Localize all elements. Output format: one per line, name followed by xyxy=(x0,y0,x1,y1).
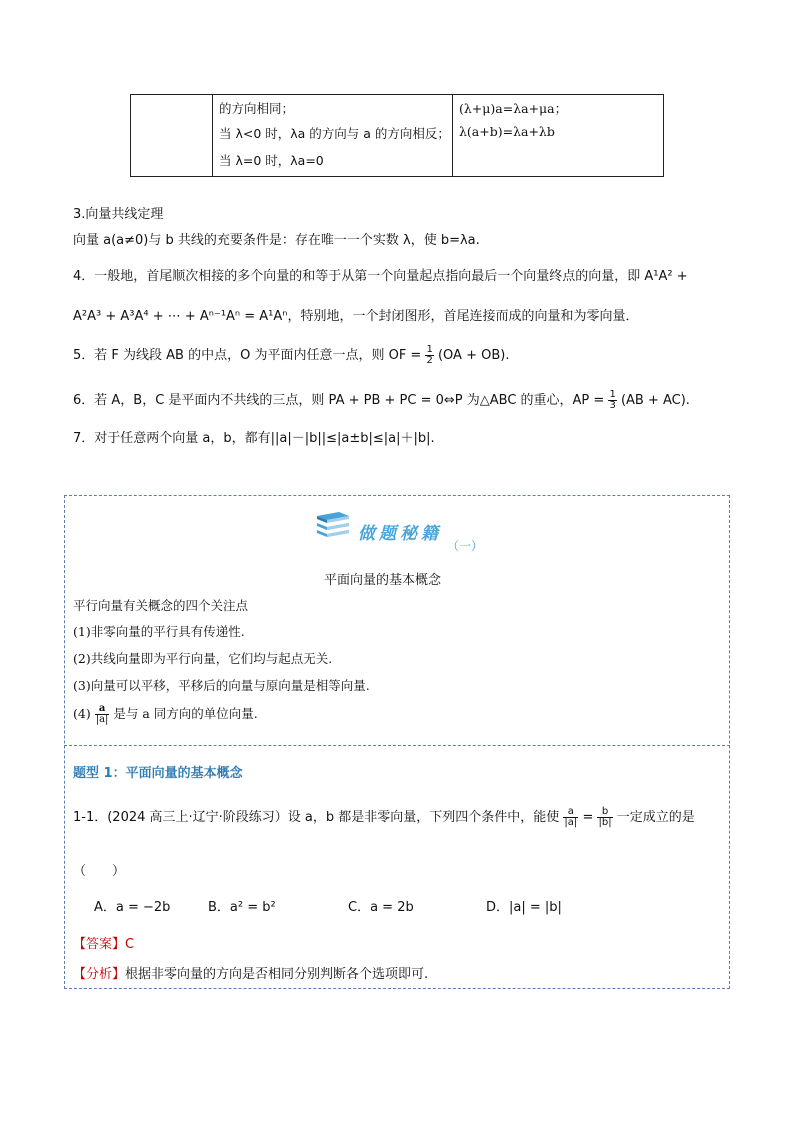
section-5-fraction xyxy=(425,345,433,366)
tip-item-4-frac-den: |a| xyxy=(95,714,109,725)
problem-stem-prefix: 1-1．(2024 高三上·辽宁·阶段练习）设 a，b 都是非零向量，下列四个条件中，能使 xyxy=(73,810,560,825)
section-3-body: 向量 a(a≠0)与 b 共线的充要条件是：存在唯一一个实数 λ，使 b=λa. xyxy=(73,233,480,248)
option-d: D．|a| = |b| xyxy=(486,900,562,915)
answer-value: C xyxy=(125,937,135,952)
section-5-suffix: (OA + OB). xyxy=(437,348,510,363)
tip-item-4-fraction xyxy=(95,704,110,725)
section-6-suffix: (AB + AC). xyxy=(620,393,690,408)
option-b: B．a² = b² xyxy=(208,900,276,915)
section-6-frac-den: 3 xyxy=(609,400,616,411)
tip-item-2: (2)共线向量即为平行向量，它们均与起点无关. xyxy=(73,651,333,666)
tip-item-3: (3)向量可以平移，平移后的向量与原向量是相等向量. xyxy=(73,678,370,693)
table-mid-line-3: 当 λ=0 时，λa=0 xyxy=(219,153,324,168)
table-divider-right xyxy=(452,95,453,176)
tip-divider xyxy=(64,745,730,746)
section-5-prefix: 5．若 F 为线段 AB 的中点，O 为平面内任意一点，则 OF = xyxy=(73,348,422,363)
option-a: A．a = −2b xyxy=(94,900,171,915)
tip-logo-text: 做题秘籍 xyxy=(358,524,442,544)
problem-frac-1 xyxy=(563,807,578,828)
problem-frac-2 xyxy=(597,807,612,828)
tip-logo-sub: （一） xyxy=(447,539,484,553)
section-5-frac-num: 1 xyxy=(426,344,433,355)
section-6-frac-num: 1 xyxy=(609,389,616,400)
property-table xyxy=(130,94,664,177)
analysis-label: 【分析】 xyxy=(73,967,126,982)
analysis-line xyxy=(73,963,428,982)
problem-eq: = xyxy=(582,810,594,825)
section-6-fraction xyxy=(608,390,616,411)
problem-frac-1-num: a xyxy=(563,807,578,818)
table-mid-line-1: 的方向相同； xyxy=(219,101,295,116)
problem-frac-2-den: |b| xyxy=(598,817,612,828)
section-6 xyxy=(73,389,690,411)
problem-frac-1-den: |a| xyxy=(564,817,578,828)
tip-item-4-prefix: (4) xyxy=(73,706,91,721)
analysis-text: 根据非零向量的方向是否相同分别判断各个选项即可. xyxy=(125,967,429,982)
table-right-line-2: λ(a+b)=λa+λb xyxy=(459,124,555,139)
section-5-frac-den: 2 xyxy=(426,355,433,366)
answer-line xyxy=(73,933,134,952)
tip-item-1: (1)非零向量的平行具有传递性. xyxy=(73,624,245,639)
section-7: 7．对于任意两个向量 a，b，都有||a|－|b||≤|a±b|≤|a|＋|b|. xyxy=(73,431,435,446)
section-6-prefix: 6．若 A，B，C 是平面内不共线的三点，则 PA + PB + PC = 0⇔P 为△ABC 的重心，AP = xyxy=(73,393,605,408)
tip-logo xyxy=(313,510,353,546)
problem-frac-2-num: b xyxy=(597,807,612,818)
tip-intro: 平行向量有关概念的四个关注点 xyxy=(73,598,249,613)
section-4-line-2: A²A³ + A³A⁴ + ⋯ + Aⁿ⁻¹Aⁿ = A¹Aⁿ，特别地，一个封闭图形，首尾连接而成的向量和为零向量． xyxy=(73,309,639,324)
problem-stem-suffix: 一定成立的是 xyxy=(616,810,695,825)
problem-stem xyxy=(73,806,695,828)
tip-item-4-frac-num: a xyxy=(95,704,110,715)
table-right-line-1: (λ+μ)a=λa+μa； xyxy=(459,101,568,116)
answer-label: 【答案】 xyxy=(73,937,126,952)
table-mid-line-2: 当 λ<0 时，λa 的方向与 a 的方向相反； xyxy=(219,126,450,141)
section-5 xyxy=(73,344,509,366)
section-3-title: 3.向量共线定理 xyxy=(73,207,164,222)
tip-item-4-suffix: 是与 a 同方向的单位向量. xyxy=(113,706,258,721)
problem-type-title: 题型 1：平面向量的基本概念 xyxy=(73,766,243,781)
tip-heading: 平面向量的基本概念 xyxy=(324,573,442,588)
table-divider-left xyxy=(212,95,213,176)
section-4-line-1: 4．一般地，首尾顺次相接的多个向量的和等于从第一个向量起点指向最后一个向量终点的向量，即 A¹A² + xyxy=(73,269,688,284)
option-c: C．a = 2b xyxy=(348,900,414,915)
problem-paren: （ ） xyxy=(73,864,126,879)
book-stack-icon xyxy=(313,510,353,542)
tip-item-4 xyxy=(73,704,258,725)
